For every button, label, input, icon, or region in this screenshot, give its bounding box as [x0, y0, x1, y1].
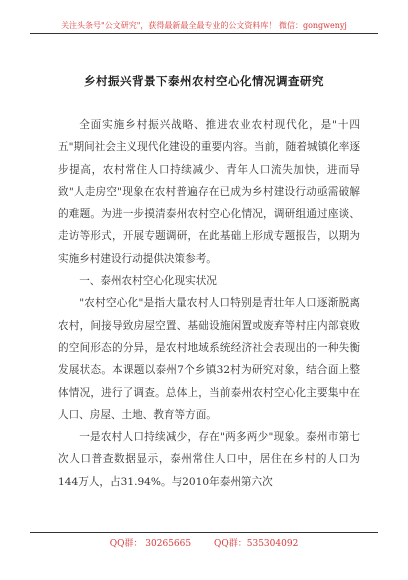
page-header	[0, 0, 408, 38]
section-heading: 一、泰州农村空心化现实状况	[79, 275, 217, 288]
header-banner: 关注头条号"公文研究"，获得最新最全最专业的公文资料库！ 微信：gongwenyj	[61, 21, 347, 30]
page-footer	[0, 536, 408, 549]
footer-qq-group-1: QQ群： 30265665	[109, 539, 192, 549]
footer-divider	[30, 532, 378, 533]
document-title: 乡村振兴背景下泰州农村空心化情况调查研究	[84, 74, 324, 88]
document-body	[58, 114, 360, 493]
footer-qq-group-2: QQ群：535304092	[214, 539, 299, 549]
section-paragraph-definition: "农村空心化"是指大量农村人口特别是青壮年人口逐渐脱离农村，间接导致房屋空置、基础设施闲置或废弃等村庄内部衰败的空间形态的分异，是农村地域系统经济社会表现出的一种失衡发展状态。本课题以泰州7个乡镇32村为研究对象，结合面上整体情况，进行了调查。总体上，当前泰州农村空心化主要集中在人口、房屋、土地、教育等方面。	[58, 297, 360, 421]
header-divider	[30, 33, 378, 34]
intro-paragraph: 全面实施乡村振兴战略、推进农业农村现代化，是"十四五"期间社会主义现代化建设的重要内容。当前，随着城镇化率逐步提高，农村常住人口持续减少、青年人口流失加快，进而导致"人走房空"现象在农村普遍存在已成为乡村建设行动亟需破解的难题。为进一步摸清泰州农村空心化情况，调研组通过座谈、走访等形式，开展专题调研，在此基础上形成专题报告，以期为实施乡村建设行动提供决策参考。	[58, 119, 360, 265]
section-paragraph-population: 一是农村人口持续减少，存在"两多两少"现象。泰州市第七次人口普查数据显示，泰州常住人口中，居住在乡村的人口为144万人，占31.94%。与2010年泰州第六次	[58, 431, 360, 488]
